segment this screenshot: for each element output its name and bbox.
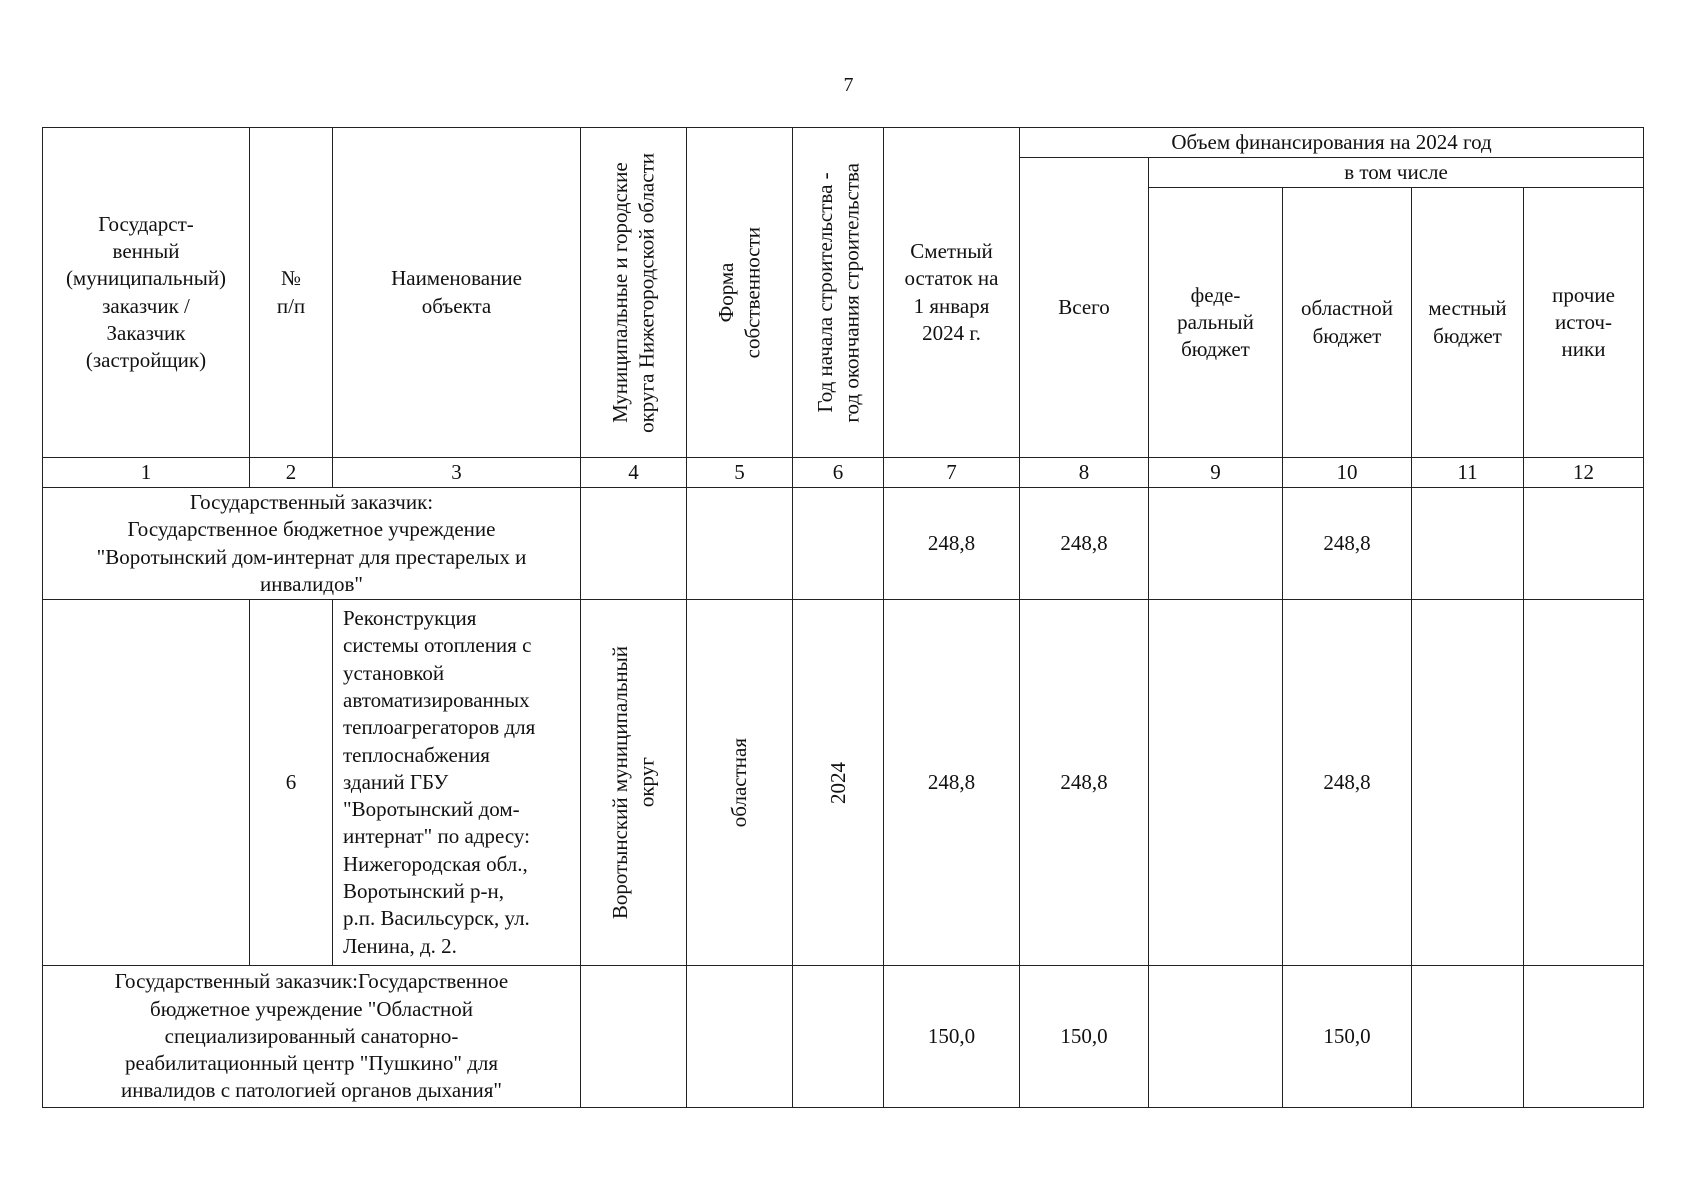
group-local (1412, 488, 1524, 600)
header-municipal (581, 128, 687, 458)
group-total: 248,8 (1020, 488, 1149, 600)
group-other (1524, 488, 1644, 600)
column-number: 10 (1283, 458, 1412, 488)
column-number: 3 (333, 458, 581, 488)
header-local: местный бюджет (1412, 188, 1524, 458)
header-federal: феде- ральный бюджет (1149, 188, 1283, 458)
page-number: 7 (843, 74, 854, 96)
object-years (793, 600, 884, 966)
object-number: 6 (250, 600, 333, 966)
header-municipal-text: Муниципальные и городские округа Нижегородской области (608, 152, 659, 433)
object-ownership-text: областная (727, 737, 752, 828)
column-number: 2 (250, 458, 333, 488)
header-including: в том числе (1149, 158, 1644, 188)
column-number: 11 (1412, 458, 1524, 488)
object-federal (1149, 600, 1283, 966)
group-federal (1149, 966, 1283, 1108)
column-number: 9 (1149, 458, 1283, 488)
object-municipal-text: Воротынский муниципальный округ (608, 645, 659, 920)
group-customer-label: Государственный заказчик:Государственное бюджетное учреждение "Областной специализированный санаторно- реабилитационный центр "Пушкино" для инвалидов с патологией органов дыхания" (43, 966, 581, 1108)
group-municipal-cell (581, 966, 687, 1108)
header-customer: Государст- венный (муниципальный) заказчик / Заказчик (застройщик) (43, 128, 250, 458)
object-name: Реконструкция системы отопления с установкой автоматизированных теплоагрегаторов для теплоснабжения зданий ГБУ "Воротынский дом- интернат" по адресу: Нижегородская обл., Воротынский р-н, р.п. Васильсурск, ул. Ленина, д. 2. (333, 600, 581, 966)
group-ownership-cell (687, 966, 793, 1108)
header-estimate: Сметный остаток на 1 января 2024 г. (884, 128, 1020, 458)
group-customer-label: Государственный заказчик: Государственное бюджетное учреждение "Воротынский дом-интернат для престарелых и инвалидов" (43, 488, 581, 600)
financing-table (42, 127, 1644, 1108)
column-number: 7 (884, 458, 1020, 488)
header-years (793, 128, 884, 458)
object-estimate: 248,8 (884, 600, 1020, 966)
group-other (1524, 966, 1644, 1108)
group-local (1412, 966, 1524, 1108)
group-regional: 150,0 (1283, 966, 1412, 1108)
object-municipal (581, 600, 687, 966)
object-customer-cell (43, 600, 250, 966)
group-years-cell (793, 966, 884, 1108)
header-ownership (687, 128, 793, 458)
header-years-text: Год начала строительства - год окончания строительства (812, 162, 863, 423)
header-regional: областной бюджет (1283, 188, 1412, 458)
group-municipal-cell (581, 488, 687, 600)
object-ownership (687, 600, 793, 966)
header-other: прочие источ- ники (1524, 188, 1644, 458)
object-row (43, 600, 1644, 966)
column-number: 5 (687, 458, 793, 488)
column-number-row (43, 458, 1644, 488)
header-number: № п/п (250, 128, 333, 458)
group-years-cell (793, 488, 884, 600)
object-total: 248,8 (1020, 600, 1149, 966)
header-total: Всего (1020, 158, 1149, 458)
group-estimate: 248,8 (884, 488, 1020, 600)
column-number: 12 (1524, 458, 1644, 488)
group-row-voronsk (43, 488, 1644, 600)
group-ownership-cell (687, 488, 793, 600)
column-number: 1 (43, 458, 250, 488)
header-object-name: Наименование объекта (333, 128, 581, 458)
header-funding-group: Объем финансирования на 2024 год (1020, 128, 1644, 158)
group-regional: 248,8 (1283, 488, 1412, 600)
column-number: 6 (793, 458, 884, 488)
object-local (1412, 600, 1524, 966)
object-regional: 248,8 (1283, 600, 1412, 966)
header-ownership-text: Форма собственности (714, 226, 765, 359)
column-number: 4 (581, 458, 687, 488)
group-estimate: 150,0 (884, 966, 1020, 1108)
group-federal (1149, 488, 1283, 600)
group-total: 150,0 (1020, 966, 1149, 1108)
group-row-pushkino (43, 966, 1644, 1108)
object-years-text: 2024 (825, 761, 850, 804)
object-other (1524, 600, 1644, 966)
column-number: 8 (1020, 458, 1149, 488)
